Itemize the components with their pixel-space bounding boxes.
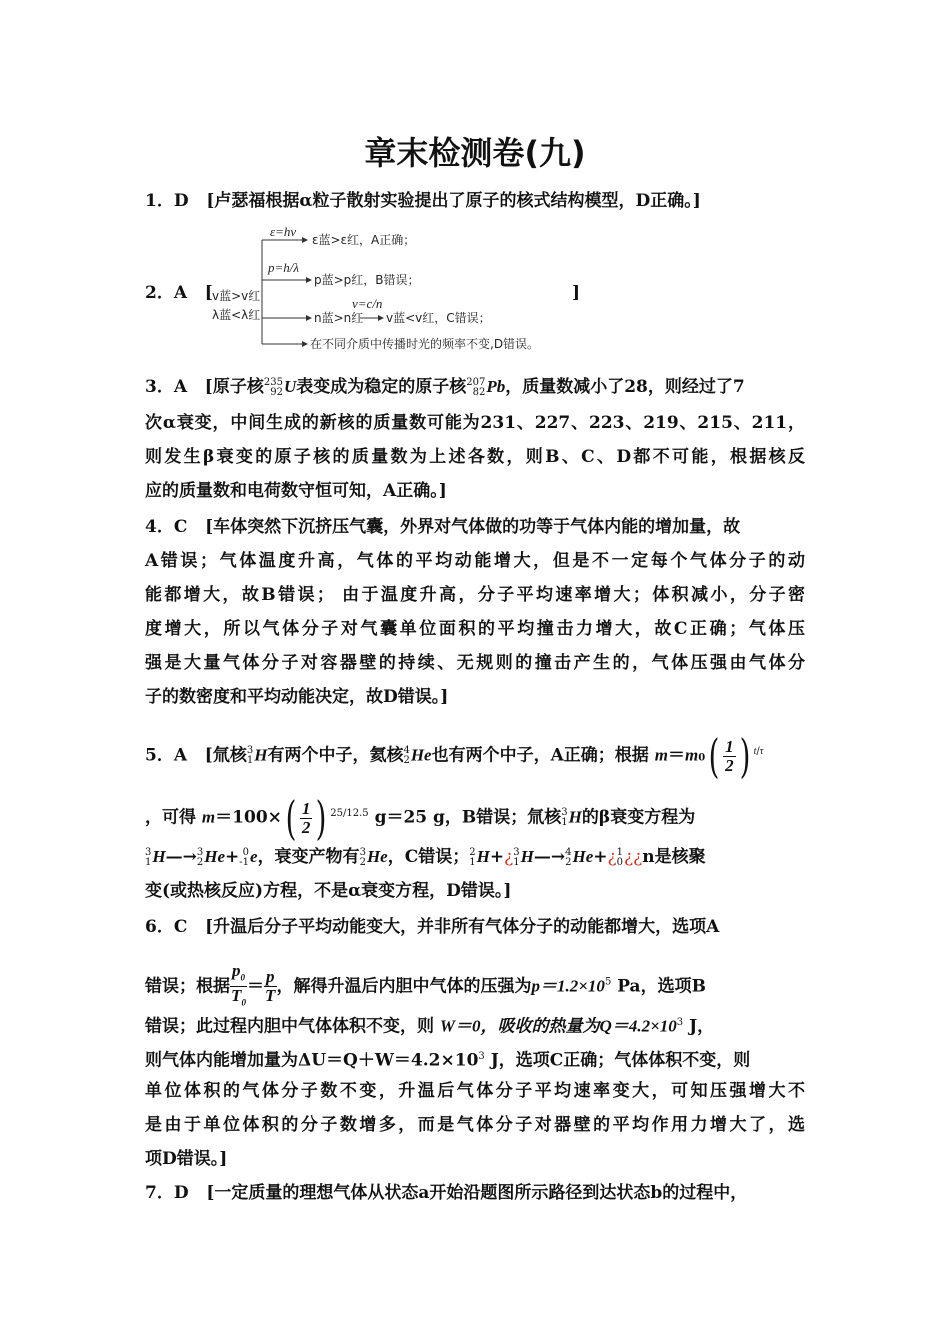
answer-4-line-6: 子的数密度和平均动能决定，故D错误。] bbox=[145, 687, 449, 707]
answer-3-line-1: 3．A [原子核 235 92 U表变成为稳定的原子核 207 82 Pb，质量数减小了28，则经过了7 bbox=[145, 376, 745, 398]
answer-2-diagram bbox=[210, 222, 610, 356]
answer-1: 1．D [卢瑟福根据α粒子散射实验提出了原子的核式结构模型，D正确。] bbox=[145, 191, 701, 211]
answer-4-line-1: 4．C [车体突然下沉挤压气囊，外界对气体做的功等于气体内能的增加量，故 bbox=[145, 517, 741, 537]
answer-6-line-6: 是由于单位体积的分子数增多，而是气体分子对器壁的平均作用力增大了，选 bbox=[145, 1115, 805, 1135]
answer-5-line-2: ，可得 m＝100× ( $\frac{1}{2}$ ) $^{25/12.5}$ g＝25 g，B错误；氚核 3 1 H的β衰变方程为 bbox=[145, 791, 696, 845]
answer-3-line-4: 应的质量数和电荷数守恒可知，A正确。] bbox=[145, 481, 447, 501]
root-lambda: λ蓝<λ红 bbox=[212, 308, 261, 322]
answer-6-line-1: 6．C [升温后分子平均动能变大，并非所有气体分子的动能都增大，选项A bbox=[145, 917, 720, 937]
answer-6-line-4: 则气体内能增加量为$\Delta U=Q+W=4.2\times 10^3$ J，选项C正确；气体体积不变，则 bbox=[145, 1050, 751, 1071]
mid-n: n蓝>n红 bbox=[314, 311, 364, 325]
answer-2-label: 2．A [ bbox=[145, 283, 213, 303]
result-a: ε蓝>ε红，A正确； bbox=[312, 233, 416, 247]
answer-6-line-5: 单位体积的气体分子数不变，升温后气体分子平均速率变大，可知压强增大不 bbox=[145, 1081, 805, 1101]
answer-5-line-4: 变(或热核反应)方程，不是α衰变方程，D错误。] bbox=[145, 881, 512, 901]
answer-5-line-1: 5．A [氚核 3 1 H有两个中子，氦核 4 2 He也有两个中子，A正确；根据 m＝m0 ( $\frac{1}{2}$ ) $^{t/\tau}$ bbox=[145, 729, 764, 783]
formula-e: ε=hν bbox=[270, 224, 297, 239]
answer-4-line-3: 能都增大，故B错误； 由于温度升高，分子平均速率增大；体积减小，分子密 bbox=[145, 585, 805, 605]
formula-p: p=h/λ bbox=[268, 260, 300, 275]
result-c: v蓝<v红，C错误； bbox=[386, 311, 491, 325]
answer-6-line-7: 项D错误。] bbox=[145, 1149, 228, 1169]
answer-3-line-3: 则发生β衰变的原子核的质量数为上述各数，则B、C、D都不可能，根据核反 bbox=[145, 447, 805, 467]
answer-3-line-2: 次α衰变，中间生成的新核的质量数可能为231、227、223、219、215、211， bbox=[145, 413, 805, 433]
answer-4-line-5: 强是大量气体分子对容器壁的持续、无规则的撞击产生的，气体压强由气体分 bbox=[145, 653, 805, 673]
formula-v: v=c/n bbox=[352, 296, 383, 311]
answer-6-line-2: 错误；根据 $\frac{p_0}{T_0}$ ＝ $\frac{p}{T}$ ，解得升温后内胆中气体的压强为$p=1.2\times 10^5$ Pa，选项B bbox=[145, 961, 706, 1008]
result-d: 在不同介质中传播时光的频率不变,D错误。 bbox=[310, 337, 540, 351]
answer-6-line-3: 错误；此过程内胆中气体体积不变，则 W＝0，吸收的热量为$Q=4.2\times 10^3$ J， bbox=[145, 1016, 715, 1037]
page-title: 章末检测卷(九) bbox=[364, 134, 586, 172]
answer-5-line-3: 3 1 H—→ 3 2 He+ 0 -1 e，衰变产物有 3 2 He，C错误； 2 1 H+¿ 3 1 H—→ 4 2 He+¿ 1 0 ¿¿n是核聚 bbox=[145, 846, 706, 868]
answer-4-line-4: 度增大，所以气体分子对气囊单位面积的平均撞击力增大，故C正确；气体压 bbox=[145, 619, 805, 639]
answer-7-line-1: 7．D [一定质量的理想气体从状态a开始沿题图所示路径到达状态b的过程中， bbox=[145, 1183, 748, 1203]
root-v: v蓝>v红 bbox=[212, 289, 261, 303]
answer-2-close: ] bbox=[572, 283, 581, 303]
answer-4-line-2: A错误；气体温度升高，气体的平均动能增大，但是不一定每个气体分子的动 bbox=[145, 551, 805, 571]
result-b: p蓝>p红，B错误； bbox=[314, 273, 420, 287]
